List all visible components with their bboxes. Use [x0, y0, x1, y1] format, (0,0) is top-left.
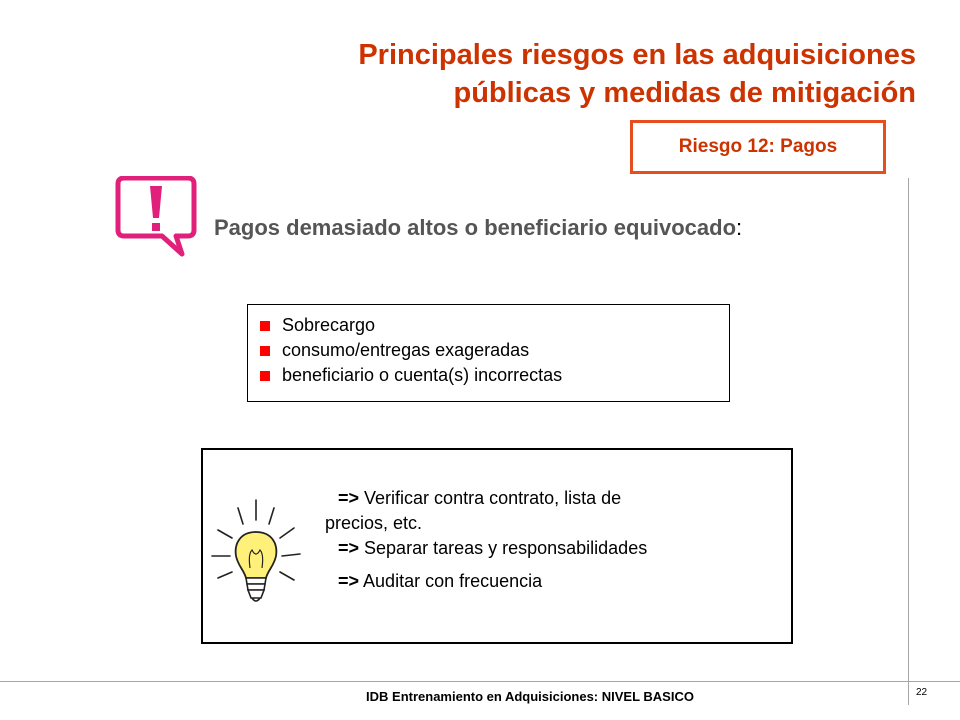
risk-label-box — [630, 120, 886, 174]
list-item — [260, 338, 729, 363]
bullet-square-icon — [260, 321, 270, 331]
footer-text: IDB Entrenamiento en Adquisiciones: NIVEL BASICO — [366, 689, 694, 704]
mitigation-list — [325, 486, 765, 594]
mitigation-text: precios, etc. — [325, 513, 423, 533]
list-item-text: Sobrecargo — [282, 315, 376, 335]
arrow-symbol: => — [338, 571, 360, 591]
risk-list-box — [247, 304, 730, 402]
vertical-divider — [908, 178, 909, 705]
slide-title — [216, 36, 916, 112]
list-item-text: beneficiario o cuenta(s) incorrectas — [282, 365, 563, 385]
risk-heading-text: Pagos demasiado altos o beneficiario equivocado — [214, 215, 737, 240]
bullet-square-icon — [260, 371, 270, 381]
mitigation-text: Verificar contra contrato, lista de — [359, 488, 622, 508]
mitigation-item — [325, 536, 765, 561]
footer — [0, 689, 960, 704]
arrow-symbol: => — [338, 488, 360, 508]
mitigation-text: Separar tareas y responsabilidades — [359, 538, 648, 558]
mitigation-box — [201, 448, 793, 644]
risk-heading — [214, 215, 742, 241]
slide-title-line2: públicas y medidas de mitigación — [453, 77, 916, 109]
exclamation-speech-bubble-icon — [114, 176, 198, 258]
list-item — [260, 363, 729, 388]
footer-divider — [0, 681, 960, 682]
lightbulb-idea-icon — [210, 498, 302, 608]
risk-label: Riesgo 12: Pagos — [678, 136, 838, 157]
mitigation-item — [325, 569, 765, 594]
bullet-square-icon — [260, 346, 270, 356]
list-item-text: consumo/entregas exageradas — [282, 340, 530, 360]
arrow-symbol: => — [338, 538, 360, 558]
page-number: 22 — [916, 687, 928, 698]
mitigation-item-continuation — [325, 511, 765, 536]
mitigation-text: Auditar con frecuencia — [359, 571, 543, 591]
slide-title-line1: Principales riesgos en las adquisiciones — [358, 39, 916, 71]
list-item — [260, 313, 729, 338]
risk-heading-colon: : — [736, 215, 743, 240]
mitigation-item — [325, 486, 765, 511]
